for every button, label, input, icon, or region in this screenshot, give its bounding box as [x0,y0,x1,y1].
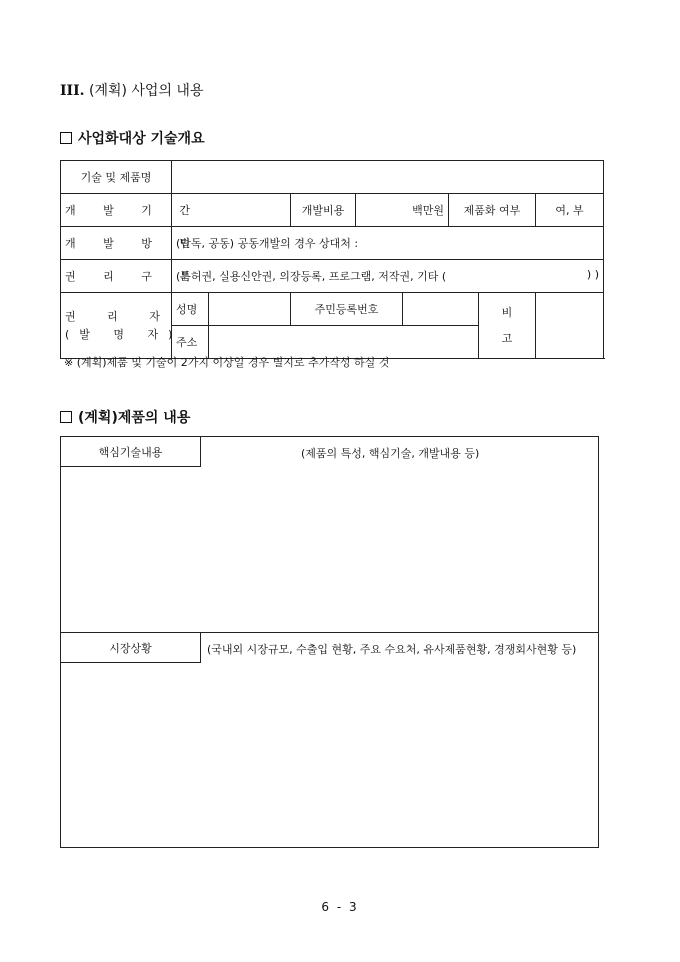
roman-numeral: III. [60,83,85,99]
tech-name-label: 기술 및 제품명 [61,161,172,194]
remark-label-2: 고 [501,331,513,345]
rights-holder-label [61,293,183,359]
dev-cost-label: 개발비용 [291,194,356,227]
core-tech-label: 핵심기술내용 [61,437,201,467]
commercial-label: 제품화 여부 [449,194,536,227]
commercial-value[interactable]: 여, 부 [536,194,604,227]
page-number: 6 - 3 [321,900,359,914]
tech-overview-table [60,160,604,359]
address-label: 주소 [172,326,209,359]
checkbox-square-icon [60,132,72,144]
market-status-box[interactable] [60,632,599,848]
section2-title-text: (계획)제품의 내용 [78,410,191,426]
name-label: 성명 [172,293,209,326]
document-heading [60,80,203,100]
dev-cost-input[interactable]: 백만원 [356,194,449,227]
dev-method-input[interactable]: (단독, 공동) 공동개발의 경우 상대처 : [172,227,604,260]
dev-method-label: 개 발 방 법 [61,227,172,260]
rights-type-label: 권 리 구 분 [61,260,172,293]
resident-id-input[interactable] [403,293,479,326]
tech-name-input[interactable] [172,161,604,194]
remark-label-1: 비 [501,305,513,319]
dev-period-label: 개 발 기 간 [61,194,172,227]
remark-label [479,293,536,359]
section2-title [60,407,190,427]
resident-id-label: 주민등록번호 [291,293,403,326]
market-status-label: 시장상황 [61,633,201,663]
core-tech-box[interactable] [60,436,599,633]
rights-type-input[interactable] [172,260,604,293]
core-tech-hint: (제품의 특성, 핵심기술, 개발내용 등) [301,447,480,460]
section1-title [60,128,205,148]
market-status-hint: (국내외 시장규모, 수출입 현황, 주요 수요처, 유사제품현황, 경쟁회사현황 등) [207,643,577,656]
checkbox-square-icon [60,411,72,423]
rights-holder-label-line2: (발 명 자) [65,327,183,341]
rights-holder-label-line1: 권 리 자 [65,309,174,323]
rights-type-options: (특허권, 실용신안권, 의장등록, 프로그램, 저작권, 기타 ( [176,270,447,283]
name-input[interactable] [209,293,291,326]
section1-title-text: 사업화대상 기술개요 [78,131,205,147]
remark-input[interactable] [536,293,604,359]
multi-product-note: ※ (계획)제품 및 기술이 2가지 이상일 경우 별지로 추가작성 하실 것 [64,356,390,369]
heading-title: (계획) 사업의 내용 [88,83,204,99]
rights-type-close: ) ) [586,268,599,281]
